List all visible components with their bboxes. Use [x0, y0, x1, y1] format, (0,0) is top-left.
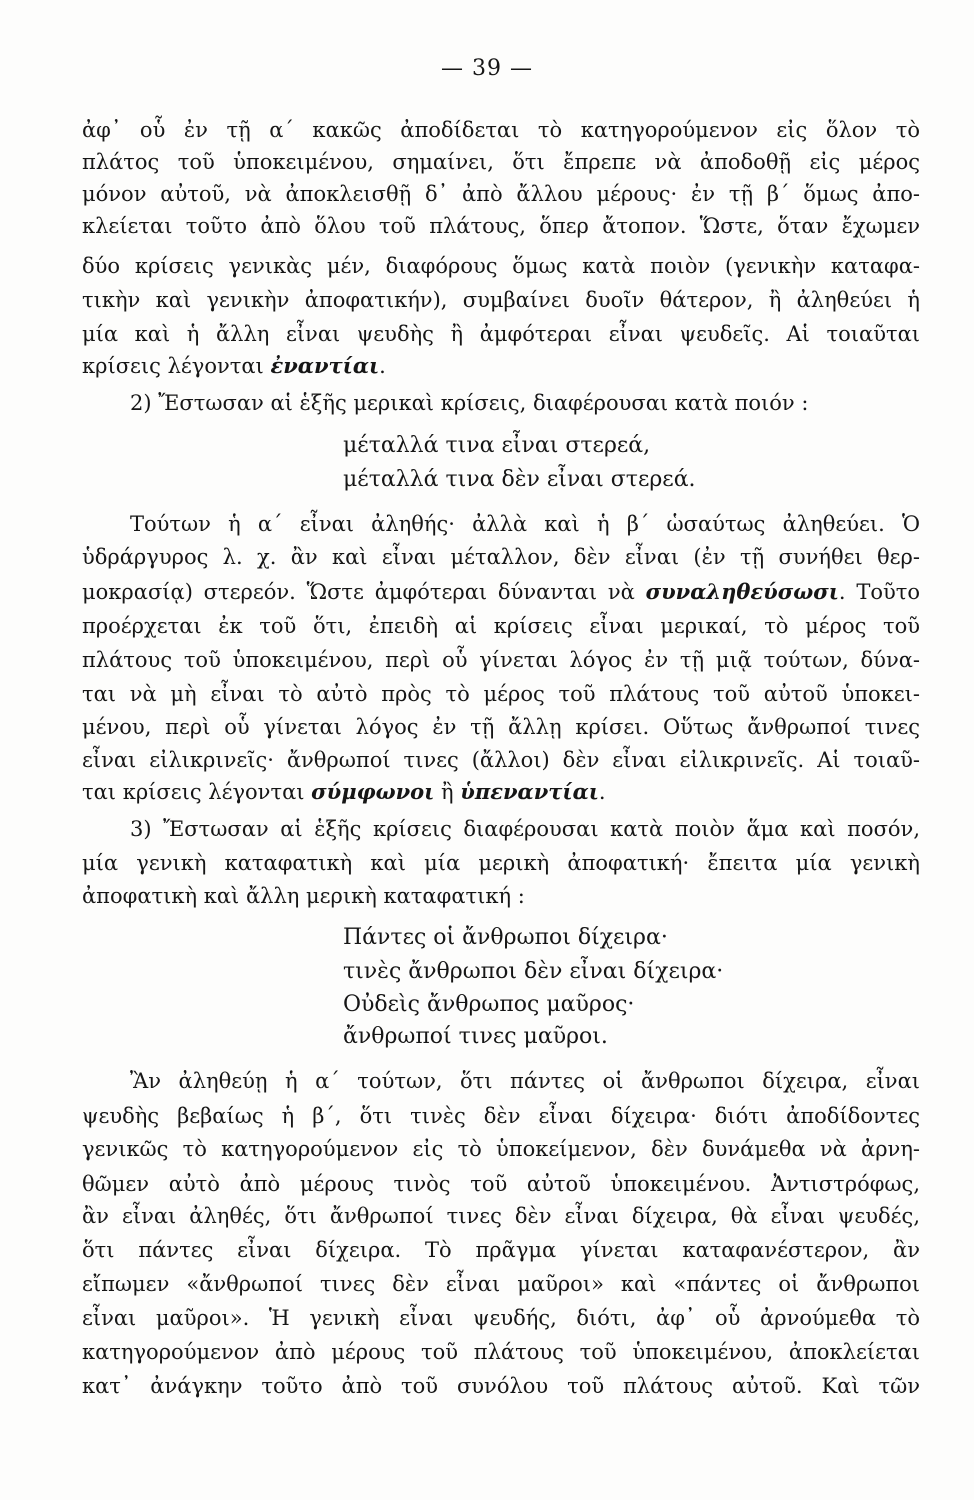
text-line: ψευδὴς βεβαίως ἡ β΄, ὅτι τινὲς δὲν εἶναι δίχειρα· διότι ἀποδίδοντες	[82, 1104, 920, 1128]
example-line: Οὐδεὶς ἄνθρωπος μαῦρος·	[343, 992, 635, 1017]
page-number: — 39 —	[441, 56, 533, 81]
text-line: πλάτους τοῦ ὑποκειμένου, περὶ οὗ γίνεται λόγος ἐν τῇ μιᾷ τούτων, δύνα-	[82, 648, 920, 672]
text-line: Ἂν ἀληθεύῃ ἡ α΄ τούτων, ὅτι πάντες οἱ ἄνθρωποι δίχειρα, εἶναι	[130, 1069, 920, 1093]
text-line: εἶναι μαῦροι». Ἡ γενικὴ εἶναι ψευδής, διότι, ἀφ᾽ οὗ ἀρνούμεθα τὸ	[82, 1306, 920, 1330]
text-line: ὅτι πάντες εἶναι δίχειρα. Τὸ πρᾶγμα γίνεται καταφανέστερον, ἂν	[82, 1238, 920, 1262]
text-line: μία καὶ ἡ ἄλλη εἶναι ψευδὴς ἢ ἀμφότεραι εἶναι ψευδεῖς. Αἱ τοιαῦται	[82, 322, 920, 346]
text-line: μόνον αὐτοῦ, νὰ ἀποκλεισθῇ δ᾽ ἀπὸ ἄλλου μέρους· ἐν τῇ β΄ ὅμως ἀπο-	[82, 182, 920, 206]
text-line: μοκρασίᾳ) στερεόν. Ὥστε ἀμφότεραι δύνανται νὰ συναληθεύσωσι. Τοῦτο	[82, 579, 920, 604]
text-line: πλάτος τοῦ ὑποκειμένου, σημαίνει, ὅτι ἔπρεπε νὰ ἀποδοθῇ εἰς μέρος	[82, 150, 920, 174]
text-line: ἀποφατικὴ καὶ ἄλλη μερικὴ καταφατική :	[82, 884, 525, 908]
text-line: μία γενικὴ καταφατικὴ καὶ μία μερικὴ ἀποφατική· ἔπειτα μία γενικὴ	[82, 851, 920, 875]
text-line: θῶμεν αὐτὸ ἀπὸ μέρους τινὸς τοῦ αὐτοῦ ὑποκειμένου. Ἀντιστρόφως,	[82, 1172, 920, 1196]
text-line: ται νὰ μὴ εἶναι τὸ αὐτὸ πρὸς τὸ μέρος τοῦ πλάτους τοῦ αὐτοῦ ὑποκει-	[82, 682, 920, 706]
example-line: Πάντες οἱ ἄνθρωποι δίχειρα·	[343, 925, 668, 950]
term-synalitheusosi: συναληθεύσωσι	[645, 579, 839, 604]
text-line: κατ᾽ ἀνάγκην τοῦτο ἀπὸ τοῦ συνόλου τοῦ πλάτους αὐτοῦ. Καὶ τῶν	[82, 1374, 920, 1398]
text-line: προέρχεται ἐκ τοῦ ὅτι, ἐπειδὴ αἱ κρίσεις εἶναι μερικαί, τὸ μέρος τοῦ	[82, 614, 920, 638]
text-line: ὑδράργυρος λ. χ. ἂν καὶ εἶναι μέταλλον, δὲν εἶναι (ἐν τῇ συνήθει θερ-	[82, 545, 920, 569]
text-line: ἂν εἶναι ἀληθές, ὅτι ἄνθρωποί τινες δὲν εἶναι δίχειρα, θὰ εἶναι ψευδές,	[82, 1204, 920, 1228]
text-line: εἶναι εἰλικρινεῖς· ἄνθρωποί τινες (ἄλλοι) δὲν εἶναι εἰλικρινεῖς. Αἱ τοιαῦ-	[82, 748, 920, 772]
term-symfonoi: σύμφωνοι	[311, 779, 435, 804]
text-line: Τούτων ἡ α΄ εἶναι ἀληθής· ἀλλὰ καὶ ἡ β΄ ὡσαύτως ἀληθεύει. Ὁ	[130, 512, 920, 536]
text-line: δύο κρίσεις γενικὰς μέν, διαφόρους ὅμως κατὰ ποιὸν (γενικὴν καταφα-	[82, 254, 920, 278]
term-ypenantiai: ὑπεναντίαι	[460, 779, 599, 804]
text-line: γενικῶς τὸ κατηγορούμενον εἰς τὸ ὑποκείμενον, δὲν δυνάμεθα νὰ ἀρνη-	[82, 1137, 920, 1161]
text-line: κλείεται τοῦτο ἀπὸ ὅλου τοῦ πλάτους, ὅπερ ἄτοπον. Ὥστε, ὅταν ἔχωμεν	[82, 214, 920, 238]
text-line: μένου, περὶ οὗ γίνεται λόγος ἐν τῇ ἄλλῃ κρίσει. Οὕτως ἄνθρωποί τινες	[82, 715, 920, 739]
example-line: μέταλλά τινα εἶναι στερεά,	[343, 433, 651, 458]
section-3-intro: 3) Ἔστωσαν αἱ ἑξῆς κρίσεις διαφέρουσαι κατὰ ποιὸν ἅμα καὶ ποσόν,	[130, 817, 920, 841]
example-line: ἄνθρωποί τινες μαῦροι.	[343, 1024, 608, 1049]
text-line: κρίσεις λέγονται ἐναντίαι.	[82, 353, 386, 378]
text-line: κατηγορούμενον ἀπὸ μέρους τοῦ πλάτους τοῦ ὑποκειμένου, ἀποκλείεται	[82, 1340, 920, 1364]
example-line: μέταλλά τινα δὲν εἶναι στερεά.	[343, 467, 696, 492]
text-line: ἀφ᾽ οὗ ἐν τῇ α΄ κακῶς ἀποδίδεται τὸ κατηγορούμενον εἰς ὅλον τὸ	[82, 118, 920, 142]
text-line: εἴπωμεν «ἄνθρωποί τινες δὲν εἶναι μαῦροι» καὶ «πάντες οἱ ἄνθρωποι	[82, 1272, 920, 1296]
term-enantiai: ἐναντίαι	[270, 353, 380, 378]
text-line: ται κρίσεις λέγονται σύμφωνοι ἢ ὑπεναντίαι.	[82, 779, 606, 804]
text-line: τικὴν καὶ γενικὴν ἀποφατικήν), συμβαίνει δυοῖν θάτερον, ἢ ἀληθεύει ἡ	[82, 288, 920, 312]
section-2-intro: 2) Ἔστωσαν αἱ ἑξῆς μερικαὶ κρίσεις, διαφέρουσαι κατὰ ποιόν :	[130, 391, 809, 415]
example-line: τινὲς ἄνθρωποι δὲν εἶναι δίχειρα·	[343, 959, 724, 984]
